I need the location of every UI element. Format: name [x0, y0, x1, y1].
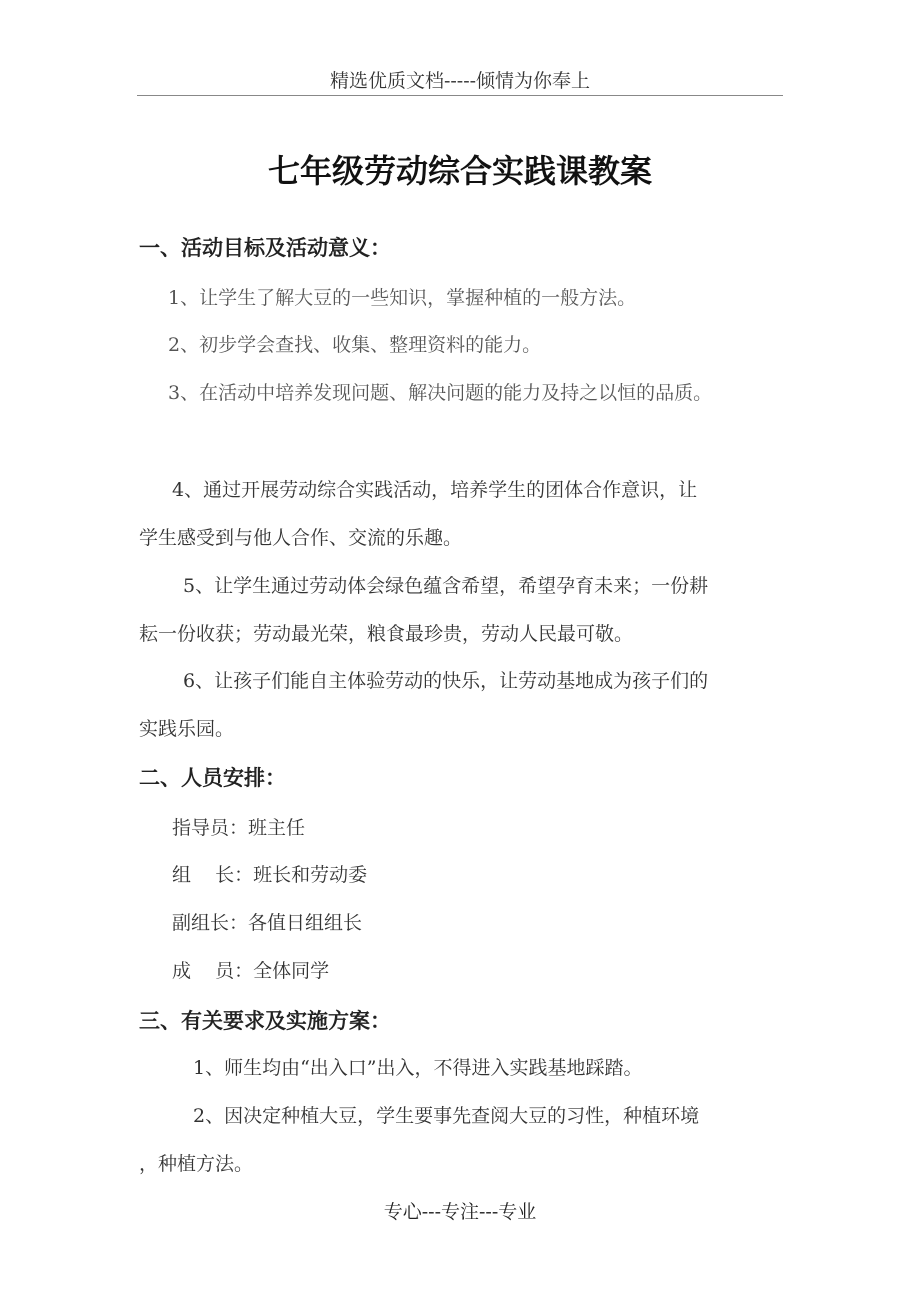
role-members: 成 员：全体同学 [172, 960, 330, 982]
role-instructor: 指导员：班主任 [172, 817, 306, 839]
header-divider [137, 95, 783, 96]
section-3-heading: 三、有关要求及实施方案： [139, 1009, 391, 1033]
role-leader: 组 长：班长和劳动委 [172, 864, 368, 886]
document-title: 七年级劳动综合实践课教案 [267, 152, 652, 190]
goal-item-5-line1: 5、让学生通过劳动体会绿色蕴含希望，希望孕育未来；一份耕 [183, 575, 709, 597]
goal-item-3: 3、在活动中培养发现问题、解决问题的能力及持之以恒的品质。 [168, 382, 713, 404]
requirement-item-2-line1: 2、因决定种植大豆，学生要事先查阅大豆的习性，种植环境 [193, 1105, 700, 1127]
goal-item-4-line2: 学生感受到与他人合作、交流的乐趣。 [139, 527, 463, 549]
requirement-item-2-line2: ，种植方法。 [139, 1153, 254, 1175]
page-footer: 专心---专注---专业 [383, 1201, 537, 1223]
goal-item-1: 1、让学生了解大豆的一些知识，掌握种植的一般方法。 [168, 287, 637, 309]
goal-item-4-line1: 4、通过开展劳动综合实践活动，培养学生的团体合作意识，让 [172, 479, 698, 501]
goal-item-6-line1: 6、让孩子们能自主体验劳动的快乐，让劳动基地成为孩子们的 [183, 670, 709, 692]
page-header: 精选优质文档-----倾情为你奉上 [329, 70, 591, 92]
requirement-item-1: 1、师生均由“出入口”出入，不得进入实践基地踩踏。 [193, 1057, 643, 1079]
role-deputy: 副组长：各值日组组长 [172, 912, 363, 934]
goal-item-6-line2: 实践乐园。 [139, 718, 235, 740]
goal-item-5-line2: 耘一份收获；劳动最光荣，粮食最珍贵，劳动人民最可敬。 [139, 623, 634, 645]
goal-item-2: 2、初步学会查找、收集、整理资料的能力。 [168, 334, 542, 356]
section-2-heading: 二、人员安排： [139, 766, 286, 790]
section-1-heading: 一、活动目标及活动意义： [139, 236, 391, 260]
